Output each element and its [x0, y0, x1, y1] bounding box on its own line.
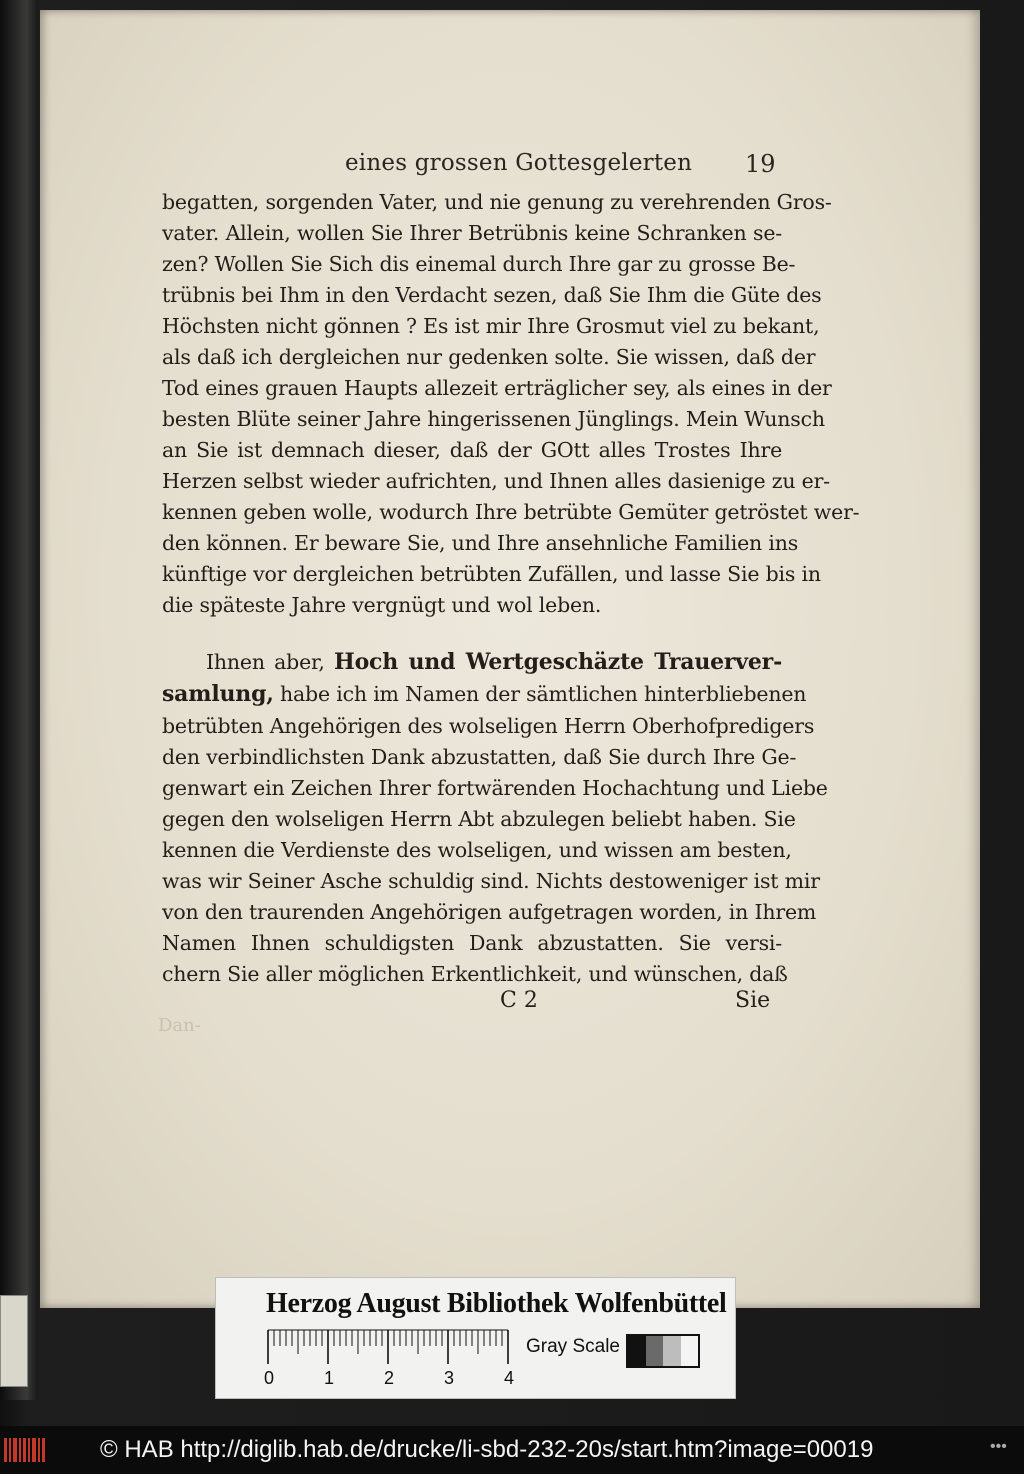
ruler-number: 1 [324, 1368, 335, 1388]
text-line: betrübten Angehörigen des wolseligen Herrn Oberhofpredigers [162, 714, 815, 738]
text-line: chern Sie aller möglichen Erkentlichkeit, und wünschen, daß [162, 962, 788, 986]
running-head: eines grossen Gottesgelerten [345, 150, 693, 176]
text-line: vater. Allein, wollen Sie Ihrer Betrübnis keine Schranken se- [162, 221, 782, 245]
address-bold-continuation: samlung, [162, 681, 274, 707]
grayscale-cell [663, 1336, 681, 1366]
library-label-card [215, 1277, 736, 1399]
text-line: gegen den wolseligen Herrn Abt abzulegen beliebt haben. Sie [162, 807, 796, 831]
ruler-number: 0 [264, 1368, 275, 1388]
text-line: Tod eines grauen Haupts allezeit erträglicher sey, als eines in der [162, 376, 832, 400]
opening-plain-text: Ihnen aber, [206, 650, 334, 674]
text-line: den können. Er beware Sie, und Ihre ansehnliche Familien ins [162, 531, 799, 555]
book-spine-edge [0, 0, 38, 1400]
ruler-number: 2 [384, 1368, 395, 1388]
grayscale-cell [628, 1336, 646, 1366]
text-line: kennen die Verdienste des wolseligen, und wissen am besten, [162, 838, 792, 862]
grayscale-swatch [626, 1334, 700, 1368]
ruler-number: 3 [444, 1368, 455, 1388]
text-line: begatten, sorgenden Vater, und nie genung zu verehrenden Gros- [162, 190, 832, 214]
text-line: zen? Wollen Sie Sich dis einemal durch Ihre gar zu grosse Be- [162, 252, 796, 276]
more-icon[interactable]: ••• [990, 1438, 1007, 1455]
text-line: künftige vor dergleichen betrübten Zufällen, und lasse Sie bis in [162, 562, 821, 586]
page-text-area [40, 10, 980, 1308]
text-line: Namen Ihnen schuldigsten Dank abzustatten. Sie versi- [162, 931, 782, 955]
footer-bar [0, 1426, 1024, 1474]
copyright-url-text: © HAB http://diglib.hab.de/drucke/li-sbd-232-20s/start.htm?image=00019 [100, 1436, 874, 1463]
grayscale-label: Gray Scale [526, 1336, 620, 1357]
text-line: die späteste Jahre vergnügt und wol leben. [162, 593, 602, 617]
ruler-ticks [268, 1330, 508, 1364]
text-line: an Sie ist demnach dieser, daß der GOtt alles Trostes Ihre [162, 438, 782, 462]
grayscale-cell [681, 1336, 699, 1366]
text-line: Höchsten nicht gönnen ? Es ist mir Ihre Grosmut viel zu bekant, [162, 314, 820, 338]
text-line: kennen geben wolle, wodurch Ihre betrübte Gemüter getröstet wer- [162, 500, 860, 524]
text-line: den verbindlichsten Dank abzustatten, daß Sie durch Ihre Ge- [162, 745, 797, 769]
text-line: trübnis bei Ihm in den Verdacht sezen, daß Sie Ihm die Güte des [162, 283, 822, 307]
text-line: was wir Seiner Asche schuldig sind. Nichts destoweniger ist mir [162, 869, 820, 893]
grayscale-cell [646, 1336, 664, 1366]
text-line: als daß ich dergleichen nur gedenken solte. Sie wissen, daß der [162, 345, 816, 369]
paragraph-opening-line [162, 648, 782, 676]
scanned-page [40, 10, 980, 1308]
address-bold-text: Hoch und Wertgeschäzte Trauerver- [334, 649, 783, 675]
book-edge-tab [0, 1295, 28, 1387]
library-title: Herzog August Bibliothek Wolfenbüttel [266, 1288, 727, 1319]
barcode-icon [4, 1438, 46, 1462]
text-line: genwart ein Zeichen Ihrer fortwärenden Hochachtung und Liebe [162, 776, 828, 800]
ruler-scale [268, 1328, 508, 1368]
text-line: Herzen selbst wieder aufrichten, und Ihnen alles dasienige zu er- [162, 469, 830, 493]
ruler-numbers [264, 1368, 524, 1392]
signature-mark: C 2 [500, 988, 538, 1013]
second-line-plain-text: habe ich im Namen der sämtlichen hinterbliebenen [273, 682, 807, 706]
page-number: 19 [745, 150, 776, 178]
catchword: Sie [735, 988, 771, 1013]
show-through-text: Dan- [158, 1015, 201, 1036]
text-line: von den traurenden Angehörigen aufgetragen worden, in Ihrem [162, 900, 817, 924]
paragraph-second-line [162, 680, 807, 708]
text-line: besten Blüte seiner Jahre hingerissenen Jünglings. Mein Wunsch [162, 407, 825, 431]
ruler-number: 4 [504, 1368, 515, 1388]
